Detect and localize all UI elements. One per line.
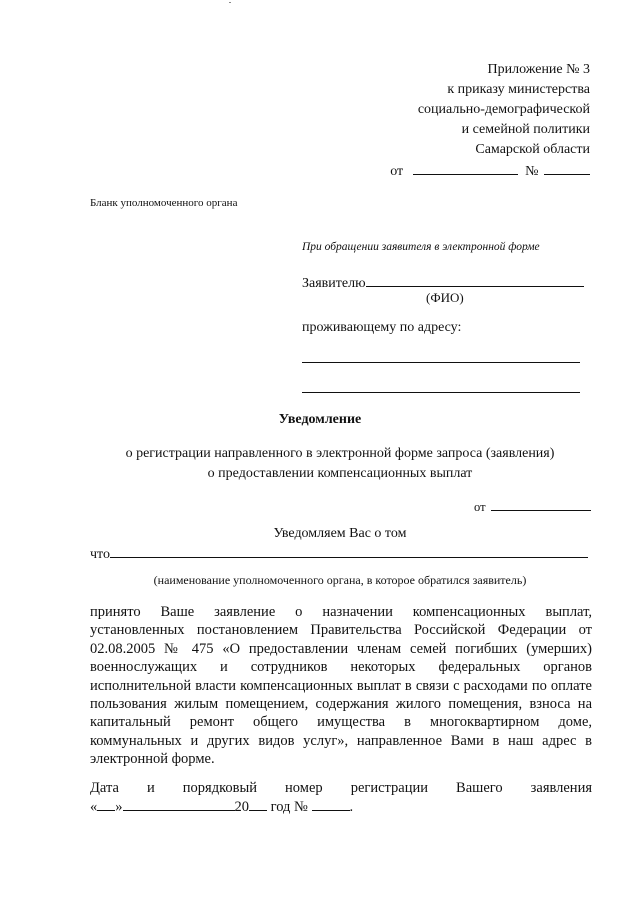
subtitle-line-1: о регистрации направленного в электронной форме запроса (заявления) — [125, 446, 555, 461]
day-field[interactable] — [97, 796, 115, 811]
blank-org-label: Бланк уполномоченного органа — [90, 197, 238, 209]
year-field[interactable] — [249, 796, 267, 811]
document-title: Уведомление — [278, 412, 362, 427]
appendix-date-field[interactable] — [413, 160, 518, 175]
what-line — [90, 543, 588, 563]
fio-caption: (ФИО) — [426, 290, 464, 305]
month-field[interactable] — [123, 796, 235, 811]
from-label: от — [474, 500, 486, 514]
applicant-label: Заявителю — [302, 276, 366, 291]
reg-number-sign: № — [294, 799, 308, 815]
body-text: принято Ваше заявление о назначении компенсационных выплат, установленных постановлением Правительства Российской Федерации от 02.08.2005 № 475 «О предоставлении членам семей погибших (умерших) военнослужащих и сотрудников некоторых федеральных органов исполнительной власти компенсационных выплат в связи с расходами по оплате пользования жилым помещением, содержания жилого помещения, взноса на капитальный ремонт общего имущества в многоквартирном доме, коммунальных и других видов услуг», направленное Вами в наш адрес в электронной форме. — [90, 604, 592, 768]
what-label: что — [90, 547, 110, 562]
subtitle-line-2: о предоставлении компенсационных выплат — [207, 466, 473, 481]
organization-field[interactable] — [110, 543, 588, 558]
from-date-line — [474, 496, 591, 515]
appendix-block — [390, 60, 590, 182]
electronic-note: При обращении заявителя в электронной форме — [302, 241, 540, 253]
year-label: год — [270, 799, 291, 815]
address-field-line-2[interactable] — [302, 392, 580, 393]
notify-text: Уведомляем Вас о том — [273, 526, 407, 541]
appendix-line-1: Приложение № 3 — [487, 62, 590, 77]
body-paragraph — [90, 603, 592, 769]
appendix-date-prefix: от — [390, 164, 404, 179]
appendix-line-2: к приказу министерства — [447, 82, 590, 97]
appendix-line-4: и семейной политики — [461, 122, 590, 137]
organization-caption: (наименование уполномоченного органа, в которое обратился заявитель) — [153, 573, 527, 587]
appendix-number-sign: № — [525, 164, 539, 179]
applicant-name-field[interactable] — [366, 272, 584, 287]
appendix-number-field[interactable] — [544, 160, 590, 175]
registration-fill-line — [90, 796, 353, 816]
year-prefix: 20 — [234, 799, 249, 815]
open-quote: « — [90, 799, 98, 815]
appendix-line-3: социально-демографической — [417, 102, 590, 117]
scan-speck — [229, 2, 231, 3]
address-field-line-1[interactable] — [302, 362, 580, 363]
fill-end: . — [349, 799, 354, 815]
address-label: проживающему по адресу: — [302, 320, 462, 335]
appendix-date-line — [390, 160, 590, 182]
registration-date-line: Дата и порядковый номер регистрации Вашего заявления — [90, 780, 592, 796]
appendix-line-5: Самарской области — [475, 142, 590, 157]
applicant-line — [302, 272, 584, 292]
close-quote: » — [115, 799, 123, 815]
from-date-field[interactable] — [491, 496, 591, 511]
reg-number-field[interactable] — [312, 796, 350, 811]
